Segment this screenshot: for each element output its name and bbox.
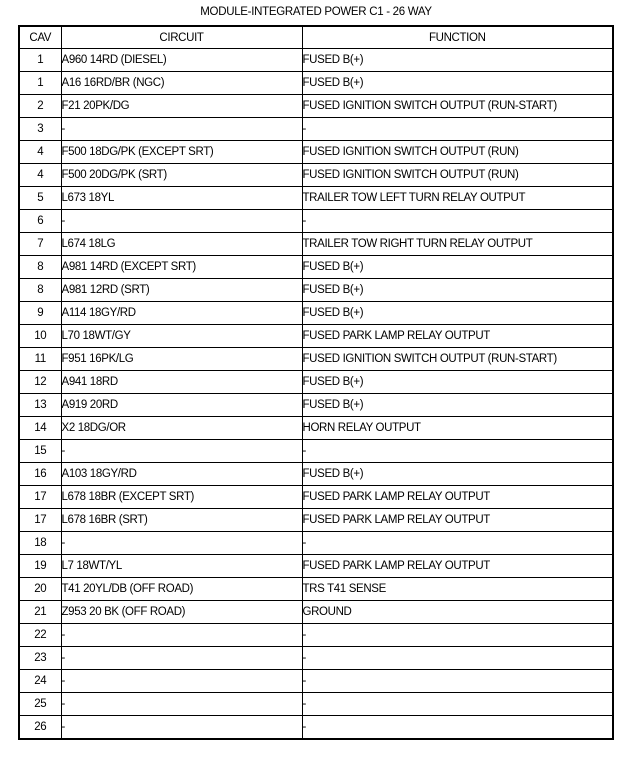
circuit-cell: A919 20RD [61, 394, 302, 417]
table-row [19, 95, 613, 118]
cav-cell: 15 [19, 440, 61, 463]
circuit-cell: - [61, 440, 302, 463]
table-row [19, 348, 613, 371]
table-row [19, 371, 613, 394]
circuit-cell: - [61, 118, 302, 141]
connector-pinout-table [18, 25, 614, 740]
table-row [19, 601, 613, 624]
cav-cell: 17 [19, 486, 61, 509]
circuit-cell: F500 18DG/PK (EXCEPT SRT) [61, 141, 302, 164]
cav-cell: 24 [19, 670, 61, 693]
circuit-cell: L678 18BR (EXCEPT SRT) [61, 486, 302, 509]
cav-cell: 7 [19, 233, 61, 256]
function-cell: FUSED B(+) [302, 302, 613, 325]
table-row [19, 693, 613, 716]
function-cell: FUSED PARK LAMP RELAY OUTPUT [302, 325, 613, 348]
circuit-cell: F500 20DG/PK (SRT) [61, 164, 302, 187]
cav-cell: 8 [19, 279, 61, 302]
cav-cell: 23 [19, 647, 61, 670]
function-cell: FUSED PARK LAMP RELAY OUTPUT [302, 486, 613, 509]
circuit-cell: Z953 20 BK (OFF ROAD) [61, 601, 302, 624]
cav-cell: 17 [19, 509, 61, 532]
cav-cell: 9 [19, 302, 61, 325]
function-cell: - [302, 624, 613, 647]
cav-cell: 22 [19, 624, 61, 647]
table-row [19, 624, 613, 647]
function-cell: GROUND [302, 601, 613, 624]
circuit-cell: - [61, 647, 302, 670]
table-row [19, 670, 613, 693]
circuit-cell: X2 18DG/OR [61, 417, 302, 440]
function-cell: - [302, 647, 613, 670]
circuit-cell: - [61, 716, 302, 740]
circuit-cell: A941 18RD [61, 371, 302, 394]
function-cell: FUSED B(+) [302, 72, 613, 95]
circuit-cell: F21 20PK/DG [61, 95, 302, 118]
function-cell: TRAILER TOW LEFT TURN RELAY OUTPUT [302, 187, 613, 210]
page-title: MODULE-INTEGRATED POWER C1 - 26 WAY [200, 6, 432, 18]
function-cell: FUSED B(+) [302, 256, 613, 279]
cav-cell: 21 [19, 601, 61, 624]
cav-cell: 20 [19, 578, 61, 601]
cav-cell: 12 [19, 371, 61, 394]
circuit-cell: - [61, 532, 302, 555]
function-cell: - [302, 693, 613, 716]
cav-cell: 26 [19, 716, 61, 740]
cav-cell: 8 [19, 256, 61, 279]
function-cell: - [302, 670, 613, 693]
table-row [19, 417, 613, 440]
table-row [19, 141, 613, 164]
circuit-cell: - [61, 210, 302, 233]
circuit-cell: L678 16BR (SRT) [61, 509, 302, 532]
circuit-cell: A960 14RD (DIESEL) [61, 49, 302, 72]
table-row [19, 72, 613, 95]
function-cell: TRS T41 SENSE [302, 578, 613, 601]
cav-cell: 2 [19, 95, 61, 118]
table-row [19, 210, 613, 233]
cav-cell: 3 [19, 118, 61, 141]
table-row [19, 555, 613, 578]
table-row [19, 532, 613, 555]
function-cell: FUSED PARK LAMP RELAY OUTPUT [302, 555, 613, 578]
table-row [19, 647, 613, 670]
cav-cell: 4 [19, 141, 61, 164]
circuit-cell: - [61, 670, 302, 693]
cav-cell: 25 [19, 693, 61, 716]
circuit-cell: A114 18GY/RD [61, 302, 302, 325]
function-cell: FUSED IGNITION SWITCH OUTPUT (RUN) [302, 141, 613, 164]
cav-cell: 11 [19, 348, 61, 371]
function-cell: TRAILER TOW RIGHT TURN RELAY OUTPUT [302, 233, 613, 256]
table-row [19, 233, 613, 256]
function-cell: - [302, 532, 613, 555]
cav-cell: 10 [19, 325, 61, 348]
table-row [19, 302, 613, 325]
header-cav: CAV [19, 26, 61, 49]
circuit-cell: L7 18WT/YL [61, 555, 302, 578]
cav-cell: 4 [19, 164, 61, 187]
circuit-cell: L673 18YL [61, 187, 302, 210]
function-cell: FUSED IGNITION SWITCH OUTPUT (RUN) [302, 164, 613, 187]
table-row [19, 49, 613, 72]
circuit-cell: T41 20YL/DB (OFF ROAD) [61, 578, 302, 601]
cav-cell: 14 [19, 417, 61, 440]
cav-cell: 1 [19, 72, 61, 95]
table-row [19, 463, 613, 486]
header-function: FUNCTION [302, 26, 613, 49]
cav-cell: 19 [19, 555, 61, 578]
function-cell: FUSED B(+) [302, 463, 613, 486]
circuit-cell: A16 16RD/BR (NGC) [61, 72, 302, 95]
table-row [19, 164, 613, 187]
circuit-cell: L70 18WT/GY [61, 325, 302, 348]
function-cell: - [302, 440, 613, 463]
cav-cell: 1 [19, 49, 61, 72]
circuit-cell: A981 14RD (EXCEPT SRT) [61, 256, 302, 279]
table-header [19, 26, 613, 49]
table-row [19, 486, 613, 509]
function-cell: FUSED IGNITION SWITCH OUTPUT (RUN-START) [302, 95, 613, 118]
function-cell: FUSED PARK LAMP RELAY OUTPUT [302, 509, 613, 532]
table-row [19, 325, 613, 348]
function-cell: FUSED B(+) [302, 49, 613, 72]
function-cell: - [302, 210, 613, 233]
function-cell: HORN RELAY OUTPUT [302, 417, 613, 440]
table-row [19, 256, 613, 279]
table-row [19, 440, 613, 463]
table-row [19, 509, 613, 532]
circuit-cell: - [61, 624, 302, 647]
table-row [19, 118, 613, 141]
circuit-cell: F951 16PK/LG [61, 348, 302, 371]
function-cell: FUSED IGNITION SWITCH OUTPUT (RUN-START) [302, 348, 613, 371]
table-row [19, 716, 613, 740]
table-row [19, 578, 613, 601]
circuit-cell: A981 12RD (SRT) [61, 279, 302, 302]
circuit-cell: - [61, 693, 302, 716]
circuit-cell: L674 18LG [61, 233, 302, 256]
table-row [19, 279, 613, 302]
table-body [19, 49, 613, 740]
cav-cell: 5 [19, 187, 61, 210]
circuit-cell: A103 18GY/RD [61, 463, 302, 486]
table-row [19, 394, 613, 417]
function-cell: FUSED B(+) [302, 371, 613, 394]
function-cell: - [302, 118, 613, 141]
header-row [19, 26, 613, 49]
cav-cell: 16 [19, 463, 61, 486]
header-circuit: CIRCUIT [61, 26, 302, 49]
function-cell: FUSED B(+) [302, 394, 613, 417]
function-cell: - [302, 716, 613, 740]
function-cell: FUSED B(+) [302, 279, 613, 302]
cav-cell: 13 [19, 394, 61, 417]
cav-cell: 6 [19, 210, 61, 233]
table-row [19, 187, 613, 210]
cav-cell: 18 [19, 532, 61, 555]
